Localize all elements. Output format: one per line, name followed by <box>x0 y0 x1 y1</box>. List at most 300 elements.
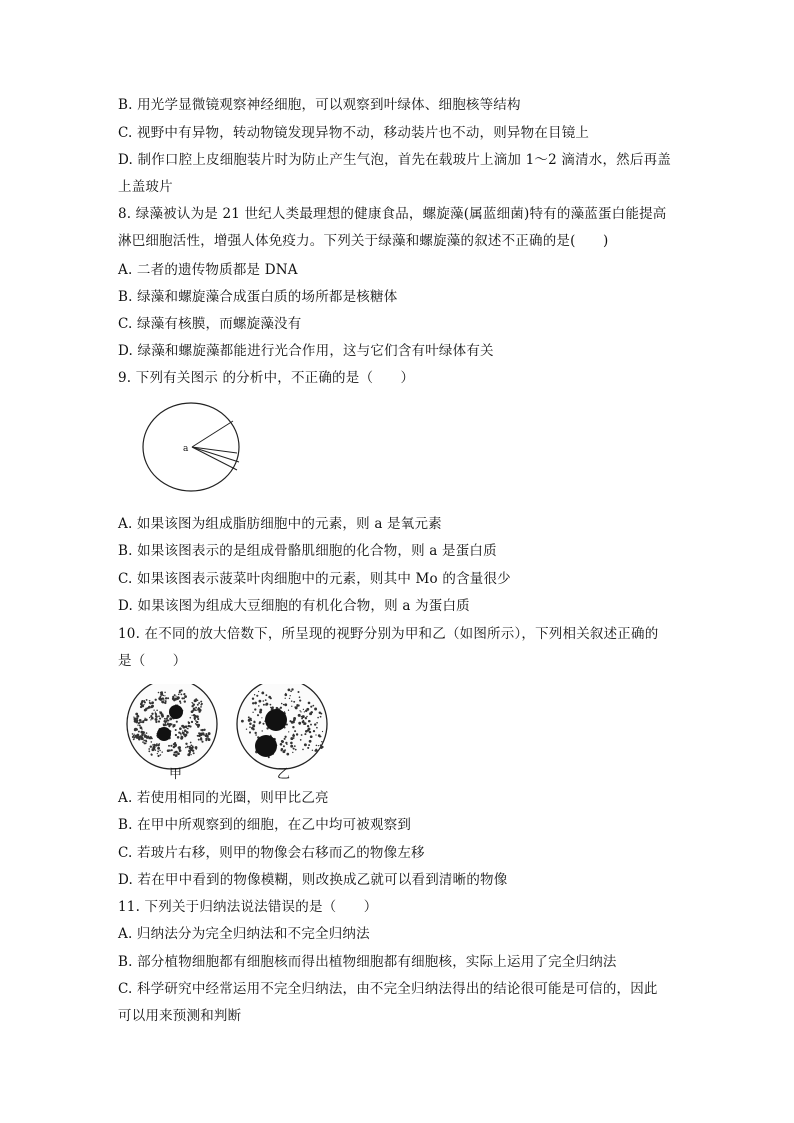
cell-texture-dot <box>255 732 257 734</box>
cell-texture-dot <box>265 703 268 706</box>
cell-texture-dot <box>181 725 183 727</box>
cell-texture-dot <box>265 694 267 696</box>
q10-option-d: D. 若在甲中看到的物像模糊，则改换成乙就可以看到清晰的物像 <box>118 872 508 888</box>
cell-texture-dot <box>162 715 164 717</box>
cell-texture-dot <box>293 701 295 703</box>
q8-option-d: D. 绿藻和螺旋藻都能进行光合作用，这与它们含有叶绿体有关 <box>118 343 494 359</box>
cell-texture-dot <box>185 725 188 728</box>
microscope-views-figure <box>124 684 339 780</box>
q9-stem: 9. 下列有关图示 的分析中，不正确的是（ ） <box>118 370 415 386</box>
cell-texture-dot <box>294 730 296 732</box>
cell-texture-dot <box>248 719 251 722</box>
cell-texture-dot <box>139 719 142 722</box>
cell-texture-dot <box>241 720 244 723</box>
cell-texture-dot <box>159 718 161 720</box>
cell-texture-dot <box>171 749 173 751</box>
cell-texture-dot <box>284 703 287 706</box>
cell-texture-dot <box>163 695 164 696</box>
cell-texture-dot <box>179 700 181 702</box>
cell-texture-dot <box>285 742 287 744</box>
cell-texture-dot <box>158 715 160 717</box>
cell-texture-dot <box>284 693 287 696</box>
cell-texture-dot <box>305 730 308 733</box>
cell-texture-dot <box>164 723 166 725</box>
cell-texture-dot <box>157 747 160 750</box>
cell-texture-dot <box>292 726 294 728</box>
cell-texture-dot <box>190 717 192 719</box>
cell-texture-dot <box>284 711 285 712</box>
cell-texture-dot <box>196 746 197 747</box>
cell-texture-dot <box>299 722 301 724</box>
cell-texture-dot <box>302 720 305 723</box>
cell-texture-dot <box>191 721 192 722</box>
cell-texture-dot <box>280 707 282 709</box>
cell-texture-dot <box>181 697 183 699</box>
pie-boundary-1 <box>192 421 233 447</box>
cell-texture-dot <box>144 718 145 719</box>
cell-texture-dot <box>195 707 197 709</box>
cell-texture-dot <box>291 700 293 702</box>
cell-texture-dot <box>151 717 154 720</box>
cell-texture-dot <box>196 710 197 711</box>
cell-texture-dot <box>281 703 283 705</box>
cell-texture-dot <box>185 747 187 749</box>
cell-texture-dot <box>156 710 158 712</box>
cell-texture-dot <box>321 741 322 742</box>
cell-texture-dot <box>143 704 144 705</box>
cell-texture-dot <box>284 736 286 738</box>
cell-texture-dot <box>312 750 313 751</box>
cell-texture-dot <box>153 710 154 711</box>
cell-texture-dot <box>305 722 307 724</box>
cell-texture-dot <box>155 744 157 746</box>
cell-texture-dot <box>291 688 293 690</box>
q10-stem: 10. 在不同的放大倍数下，所呈现的视野分别为甲和乙（如图所示），下列相关叙述正确的 <box>118 626 659 642</box>
cell-texture-dot <box>259 721 261 723</box>
cell-texture-dot <box>174 694 176 696</box>
cell-texture-dot <box>200 701 202 703</box>
cell-texture-dot <box>163 698 165 700</box>
q11-stem: 11. 下列关于归纳法说法错误的是（ ） <box>118 899 378 915</box>
q10-option-c: C. 若玻片右移，则甲的物像会右移而乙的物像左移 <box>118 845 425 861</box>
cell-texture-dot <box>280 743 283 746</box>
cell-texture-dot <box>149 737 151 739</box>
cell-texture-dot <box>191 702 192 703</box>
pie-figure <box>140 400 250 494</box>
cell-texture-dot <box>149 700 151 702</box>
cell-texture-dot <box>195 698 197 700</box>
cell-texture-dot <box>174 752 176 754</box>
cell-texture-dot <box>146 699 148 701</box>
cell-texture-dot <box>175 696 176 697</box>
q9-option-d: D. 如果该图为组成大豆细胞的有机化合物，则 a 为蛋白质 <box>118 598 470 614</box>
cell-texture-dot <box>258 705 260 707</box>
cell-texture-dot <box>157 755 159 757</box>
cell-texture-dot <box>320 747 322 749</box>
q7-option-c: C. 视野中有异物，转动物镜发现异物不动，移动装片也不动，则异物在目镜上 <box>118 125 590 141</box>
cell-texture-dot <box>256 695 258 697</box>
cell-texture-dot <box>137 714 138 715</box>
view-jia <box>127 684 217 769</box>
cell-texture-dot <box>198 702 200 704</box>
cell-texture-dot <box>160 754 162 756</box>
cell-texture-dot <box>164 695 165 696</box>
cell-texture-dot <box>147 736 149 738</box>
cell-texture-dot <box>197 708 200 711</box>
cell-texture-dot <box>175 734 177 736</box>
cell-texture-dot <box>201 729 204 732</box>
cell-texture-dot <box>194 719 195 720</box>
cell-texture-dot <box>194 717 196 719</box>
cell-texture-dot <box>145 743 146 744</box>
cell-texture-dot <box>179 691 181 693</box>
cell-texture-dot <box>184 695 185 696</box>
cell-texture-dot <box>305 717 307 719</box>
cell-texture-dot <box>187 746 189 748</box>
cell-texture-dot <box>283 704 284 705</box>
cell-texture-dot <box>290 745 293 748</box>
cell-texture-dot <box>263 704 265 706</box>
cell-texture-dot <box>259 700 262 703</box>
view-jia-label: 甲 <box>169 767 183 780</box>
cell-texture-dot <box>135 735 138 738</box>
cell-texture-dot <box>299 700 301 702</box>
cell-texture-dot <box>249 722 252 725</box>
cell-texture-dot <box>192 746 194 748</box>
cell-texture-dot <box>160 698 162 700</box>
cell-texture-dot <box>308 744 310 746</box>
cell-texture-dot <box>163 700 164 701</box>
cell-texture-dot <box>306 708 309 711</box>
q7-option-b: B. 用光学显微镜观察神经细胞，可以观察到叶绿体、细胞核等结构 <box>118 97 521 113</box>
cell-texture-dot <box>252 697 254 699</box>
cell-texture-dot <box>177 698 179 700</box>
cell-texture-dot <box>166 719 168 721</box>
cell-texture-dot <box>294 745 296 747</box>
cell-texture-dot <box>304 743 307 746</box>
cell-texture-dot <box>281 748 284 751</box>
cell-texture-dot <box>193 752 195 754</box>
cell-texture-dot <box>208 738 211 741</box>
cell-texture-dot <box>190 746 191 747</box>
cell-texture-dot <box>155 711 156 712</box>
cell-texture-dot <box>168 745 170 747</box>
cell-texture-dot <box>167 715 170 718</box>
cell-texture-dot <box>249 726 251 728</box>
cell-texture-dot <box>290 690 292 692</box>
pie-label-a: a <box>183 444 189 454</box>
cell-texture-dot <box>164 702 166 704</box>
cell-texture-dot <box>139 722 141 724</box>
cell-texture-dot <box>139 725 141 727</box>
cell-texture-dot <box>197 704 199 706</box>
cell-texture-dot <box>175 729 177 731</box>
cell-texture-dot <box>145 740 147 742</box>
cell-texture-dot <box>257 714 259 716</box>
cell-texture-dot <box>180 693 182 695</box>
cell-texture-dot <box>175 754 177 756</box>
q8-option-b: B. 绿藻和螺旋藻合成蛋白质的场所都是核糖体 <box>118 289 398 305</box>
cell-texture-dot <box>291 706 292 707</box>
cell-texture-dot <box>201 733 203 735</box>
q8-stem-cont: 淋巴细胞活性，增强人体免疫力。下列关于绿藻和螺旋藻的叙述不正确的是( ) <box>118 233 609 249</box>
cell-texture-dot <box>160 692 162 694</box>
cell-texture-dot <box>284 738 286 740</box>
cell-texture-dot <box>148 748 150 750</box>
cell-texture-dot <box>149 702 151 704</box>
cell-texture-dot <box>185 743 187 745</box>
cell-texture-dot <box>304 733 306 735</box>
cell-texture-dot <box>262 723 264 725</box>
cell-texture-dot <box>197 726 199 728</box>
cell-texture-dot <box>141 705 143 707</box>
cell-texture-dot <box>308 702 311 705</box>
cell-texture-dot <box>178 746 181 749</box>
cell-texture-dot <box>141 700 144 703</box>
cell-texture-dot <box>288 689 291 692</box>
cell-texture-dot <box>191 710 194 713</box>
cell-texture-dot <box>158 692 160 694</box>
cell-texture-dot <box>301 716 302 717</box>
cell-texture-dot <box>198 711 200 713</box>
cell-texture-dot <box>314 723 316 725</box>
cell-texture-dot <box>254 708 256 710</box>
cell-texture-dot <box>290 695 291 696</box>
cell-texture-dot <box>206 734 208 736</box>
cell-texture-dot <box>193 714 196 717</box>
cell-texture-dot <box>252 702 254 704</box>
cell-texture-dot <box>292 734 295 737</box>
cell-texture-dot <box>308 728 311 731</box>
cell-texture-dot <box>142 722 143 723</box>
cell-texture-dot <box>133 738 135 740</box>
cell-texture-dot <box>165 700 167 702</box>
cell-texture-dot <box>291 721 294 724</box>
cell-texture-dot <box>318 734 321 737</box>
cell-texture-dot <box>148 750 150 752</box>
cell-texture-dot <box>163 723 164 724</box>
cell-texture-dot <box>156 715 157 716</box>
cell-texture-dot <box>248 716 250 718</box>
cell-texture-dot <box>303 723 305 725</box>
cell-texture-dot <box>313 730 315 732</box>
cell-texture-dot <box>200 706 202 708</box>
cell-texture-dot <box>134 729 137 732</box>
cell-texture-dot <box>159 750 160 751</box>
cell-texture-dot <box>167 749 170 752</box>
cell-texture-dot <box>138 737 140 739</box>
cell-texture-dot <box>322 731 323 732</box>
view-yi <box>237 684 327 769</box>
cell-texture-dot <box>146 732 148 734</box>
cell-texture-dot <box>306 716 308 718</box>
cell-texture-dot <box>309 740 312 743</box>
cell-nucleus <box>169 705 183 719</box>
cell-texture-dot <box>304 711 305 712</box>
cell-texture-dot <box>314 708 317 711</box>
cell-texture-dot <box>301 717 303 719</box>
cell-texture-dot <box>153 746 156 749</box>
cell-texture-dot <box>187 728 188 729</box>
cell-texture-dot <box>316 722 318 724</box>
cell-texture-dot <box>147 707 149 709</box>
cell-texture-dot <box>155 713 157 715</box>
cell-texture-dot <box>188 722 190 724</box>
cell-texture-dot <box>160 696 162 698</box>
cell-texture-dot <box>177 736 180 739</box>
cell-texture-dot <box>270 707 272 709</box>
cell-texture-dot <box>281 740 284 743</box>
cell-texture-dot <box>179 697 180 698</box>
q9-option-b: B. 如果该图表示的是组成骨骼肌细胞的化合物，则 a 是蛋白质 <box>118 543 497 559</box>
cell-texture-dot <box>184 700 186 702</box>
cell-texture-dot <box>310 706 312 708</box>
q10-option-a: A. 若使用相同的光圈，则甲比乙亮 <box>118 790 329 806</box>
cell-texture-dot <box>173 699 175 701</box>
cell-texture-dot <box>192 715 193 716</box>
cell-texture-dot <box>140 731 143 734</box>
cell-texture-dot <box>208 732 211 735</box>
cell-texture-dot <box>178 731 180 733</box>
cell-texture-dot <box>283 745 285 747</box>
cell-texture-dot <box>188 750 191 753</box>
q10-option-b: B. 在甲中所观察到的细胞，在乙中均可被观察到 <box>118 817 412 833</box>
cell-texture-dot <box>265 699 267 701</box>
cell-texture-dot <box>186 731 187 732</box>
q10-stem-cont: 是（ ） <box>118 653 187 669</box>
cell-texture-dot <box>288 710 289 711</box>
cell-texture-dot <box>254 694 255 695</box>
cell-texture-dot <box>158 720 160 722</box>
cell-texture-dot <box>201 741 203 743</box>
cell-texture-dot <box>310 724 312 726</box>
cell-texture-dot <box>203 729 205 731</box>
cell-nucleus <box>255 735 277 757</box>
cell-texture-dot <box>270 697 272 699</box>
cell-nucleus <box>265 709 287 731</box>
cell-texture-dot <box>293 748 295 750</box>
cell-texture-dot <box>167 697 169 699</box>
cell-texture-dot <box>261 730 262 731</box>
cell-texture-dot <box>178 694 180 696</box>
cell-texture-dot <box>205 739 207 741</box>
cell-texture-dot <box>195 723 197 725</box>
q11-option-c: C. 科学研究中经常运用不完全归纳法，由不完全归纳法得出的结论很可能是可信的，因此 <box>118 981 658 997</box>
cell-texture-dot <box>153 744 155 746</box>
q7-option-d-cont: 上盖玻片 <box>118 179 173 195</box>
cell-texture-dot <box>298 714 301 717</box>
cell-texture-dot <box>270 704 272 706</box>
cell-texture-dot <box>170 745 172 747</box>
cell-texture-dot <box>290 742 293 745</box>
cell-texture-dot <box>292 752 293 753</box>
cell-texture-dot <box>196 721 198 723</box>
cell-texture-dot <box>302 749 304 751</box>
cell-texture-dot <box>196 715 199 718</box>
q11-option-b: B. 部分植物细胞都有细胞核而得出植物细胞都有细胞核，实际上运用了完全归纳法 <box>118 954 617 970</box>
cell-texture-dot <box>142 741 144 743</box>
cell-texture-dot <box>190 742 191 743</box>
cell-texture-dot <box>198 739 200 741</box>
cell-texture-dot <box>282 750 285 753</box>
cell-texture-dot <box>301 734 303 736</box>
q9-option-a: A. 如果该图为组成脂肪细胞中的元素，则 a 是氧元素 <box>118 516 442 532</box>
pie-boundary-3 <box>192 447 239 462</box>
cell-texture-dot <box>262 700 264 702</box>
cell-texture-dot <box>144 701 146 703</box>
cell-texture-dot <box>251 727 254 730</box>
cell-texture-dot <box>151 713 153 715</box>
cell-texture-dot <box>150 719 151 720</box>
cell-texture-dot <box>285 698 286 699</box>
cell-texture-dot <box>157 753 158 754</box>
pie-circle <box>143 403 239 491</box>
cell-texture-dot <box>259 709 262 712</box>
cell-texture-dot <box>320 716 322 718</box>
cell-texture-dot <box>300 739 302 741</box>
cell-texture-dot <box>254 702 257 705</box>
cell-texture-dot <box>155 699 157 701</box>
cell-texture-dot <box>132 733 134 735</box>
cell-texture-dot <box>310 735 313 738</box>
cell-texture-dot <box>169 717 172 720</box>
cell-texture-dot <box>169 723 172 726</box>
cell-texture-dot <box>315 734 316 735</box>
cell-texture-dot <box>161 751 162 752</box>
cell-texture-dot <box>143 740 145 742</box>
cell-texture-dot <box>179 751 180 752</box>
cell-texture-dot <box>296 733 298 735</box>
cell-texture-dot <box>289 698 290 699</box>
cell-texture-dot <box>174 724 176 726</box>
cell-texture-dot <box>140 726 143 729</box>
cell-texture-dot <box>180 737 182 739</box>
cell-texture-dot <box>158 743 160 745</box>
cell-texture-dot <box>138 731 140 733</box>
cell-texture-dot <box>286 753 289 756</box>
cell-texture-dot <box>320 744 322 746</box>
cell-texture-dot <box>161 700 164 703</box>
q8-option-a: A. 二者的遗传物质都是 DNA <box>118 262 298 278</box>
q9-option-c: C. 如果该图表示菠菜叶肉细胞中的元素，则其中 Mo 的含量很少 <box>118 571 511 587</box>
cell-texture-dot <box>312 705 314 707</box>
cell-texture-dot <box>290 737 293 740</box>
cell-texture-dot <box>135 720 138 723</box>
cell-texture-dot <box>179 727 182 730</box>
cell-texture-dot <box>184 693 186 695</box>
cell-texture-dot <box>164 720 165 721</box>
cell-texture-dot <box>191 754 192 755</box>
cell-texture-dot <box>299 696 301 698</box>
cell-texture-dot <box>159 711 160 712</box>
cell-texture-dot <box>316 745 318 747</box>
cell-texture-dot <box>176 721 178 723</box>
cell-texture-dot <box>320 713 322 715</box>
cell-texture-dot <box>164 692 165 693</box>
cell-texture-dot <box>309 712 312 715</box>
cell-texture-dot <box>182 730 183 731</box>
cell-texture-dot <box>180 734 181 735</box>
cell-texture-dot <box>315 749 317 751</box>
cell-texture-dot <box>253 721 255 723</box>
cell-texture-dot <box>299 710 300 711</box>
cell-texture-dot <box>307 747 309 749</box>
cell-texture-dot <box>252 724 255 727</box>
cell-texture-dot <box>133 735 135 737</box>
q8-option-c: C. 绿藻有核膜，而螺旋藻没有 <box>118 316 302 332</box>
cell-texture-dot <box>150 745 152 747</box>
cell-texture-dot <box>157 750 159 752</box>
